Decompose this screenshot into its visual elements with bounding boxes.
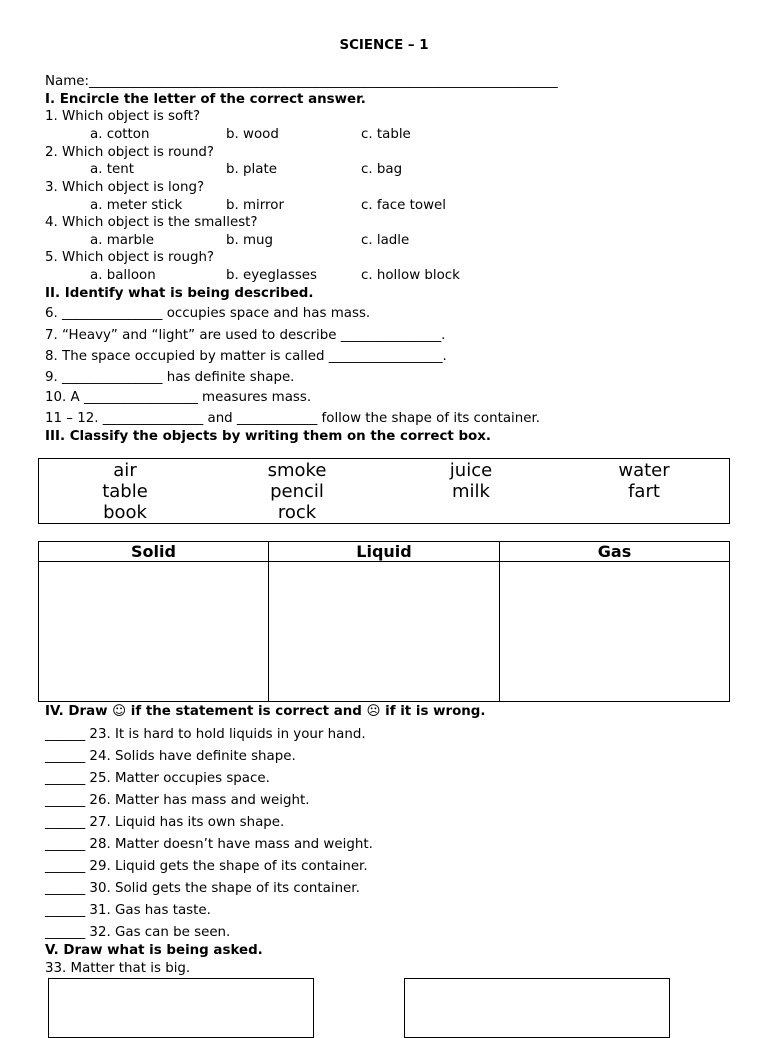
choice-4c[interactable]: c. ladle (361, 233, 410, 248)
word-bank-item: book (103, 502, 147, 523)
choice-2a[interactable]: a. tent (90, 162, 134, 177)
classification-table (38, 541, 730, 702)
drawing-box-right[interactable] (404, 978, 670, 1038)
word-bank-box (38, 458, 730, 524)
choice-5c[interactable]: c. hollow block (361, 268, 460, 283)
choice-1b[interactable]: b. wood (226, 127, 279, 142)
word-bank-item: rock (277, 502, 317, 523)
column-header-solid: Solid (131, 542, 176, 561)
part5-heading: V. Draw what is being asked. (45, 943, 263, 958)
word-bank-item: fart (628, 481, 660, 502)
solid-answer-cell[interactable] (39, 562, 268, 701)
fill-blank-item[interactable]: 8. The space occupied by matter is called _________________. (45, 349, 447, 364)
true-false-item[interactable]: ______ 26. Matter has mass and weight. (45, 793, 310, 808)
page-title: SCIENCE – 1 (339, 38, 429, 53)
choice-4a[interactable]: a. marble (90, 233, 154, 248)
part1-heading: I. Encircle the letter of the correct answer. (45, 92, 366, 107)
word-bank-item: juice (449, 460, 493, 481)
drawing-box-left[interactable] (48, 978, 314, 1038)
true-false-item[interactable]: ______ 32. Gas can be seen. (45, 925, 231, 940)
question-2: 2. Which object is round? (45, 145, 215, 160)
part3-heading: III. Classify the objects by writing them on the correct box. (45, 429, 491, 444)
question-1: 1. Which object is soft? (45, 109, 201, 124)
word-bank-item: pencil (270, 481, 324, 502)
word-bank-item: milk (452, 481, 490, 502)
choice-4b[interactable]: b. mug (226, 233, 274, 248)
fill-blank-item[interactable]: 11 – 12. _______________ and ____________ follow the shape of its container. (45, 411, 541, 426)
word-bank-item: smoke (267, 460, 327, 481)
true-false-item[interactable]: ______ 24. Solids have definite shape. (45, 749, 296, 764)
fill-blank-item[interactable]: 6. _______________ occupies space and has mass. (45, 306, 371, 321)
true-false-item[interactable]: ______ 30. Solid gets the shape of its container. (45, 881, 360, 896)
part4-heading: IV. Draw ☺ if the statement is correct and ☹ if it is wrong. (45, 704, 486, 719)
choice-1c[interactable]: c. table (361, 127, 411, 142)
word-bank-item: table (102, 481, 148, 502)
fill-blank-item[interactable]: 9. _______________ has definite shape. (45, 370, 295, 385)
question-5: 5. Which object is rough? (45, 250, 215, 265)
true-false-item[interactable]: ______ 23. It is hard to hold liquids in your hand. (45, 727, 366, 742)
choice-3c[interactable]: c. face towel (361, 198, 447, 213)
choice-1a[interactable]: a. cotton (90, 127, 150, 142)
choice-5b[interactable]: b. eyeglasses (226, 268, 318, 283)
word-bank-item: water (618, 460, 670, 481)
fill-blank-item[interactable]: 10. A _________________ measures mass. (45, 390, 312, 405)
question-3: 3. Which object is long? (45, 180, 205, 195)
drawing-prompt: 33. Matter that is big. (45, 961, 191, 976)
column-header-gas: Gas (597, 542, 632, 561)
choice-2b[interactable]: b. plate (226, 162, 277, 177)
choice-3b[interactable]: b. mirror (226, 198, 284, 213)
true-false-item[interactable]: ______ 31. Gas has taste. (45, 903, 211, 918)
fill-blank-item[interactable]: 7. “Heavy” and “light” are used to describe _______________. (45, 328, 446, 343)
true-false-item[interactable]: ______ 29. Liquid gets the shape of its container. (45, 859, 368, 874)
liquid-answer-cell[interactable] (269, 562, 499, 701)
part2-heading: II. Identify what is being described. (45, 286, 314, 301)
true-false-item[interactable]: ______ 25. Matter occupies space. (45, 771, 270, 786)
gas-answer-cell[interactable] (500, 562, 729, 701)
question-4: 4. Which object is the smallest? (45, 215, 258, 230)
name-field[interactable]: Name:______________________________________________________________________ (45, 74, 558, 89)
choice-3a[interactable]: a. meter stick (90, 198, 183, 213)
choice-5a[interactable]: a. balloon (90, 268, 156, 283)
word-bank-item: air (113, 460, 137, 481)
choice-2c[interactable]: c. bag (361, 162, 403, 177)
true-false-item[interactable]: ______ 27. Liquid has its own shape. (45, 815, 285, 830)
column-header-liquid: Liquid (356, 542, 412, 561)
true-false-item[interactable]: ______ 28. Matter doesn’t have mass and weight. (45, 837, 373, 852)
